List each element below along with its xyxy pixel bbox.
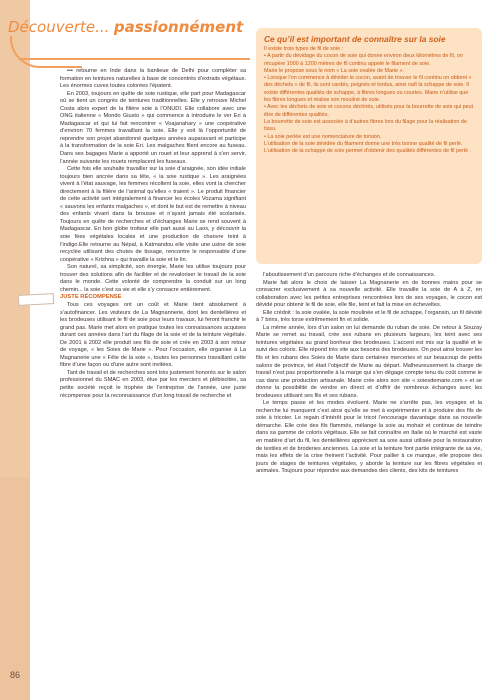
info-box-line: • Avec les déchets de soie et cocons déchirés, utilisés pour la bourrette de soie qui peut être de différentes qualités. (264, 104, 474, 118)
article-paragraph: En 2003, toujours en quête de soie rustique, elle part pour Madagascar où se tient un congrès de teintures traditionnelles. Elle y retrouve Michel Costa alors expert de la filière soie à l’ONUDI. Elle collabore avec une ONG italienne « Mondo Giusto » qui commence à introduire le ver Eri à Madagascar et qui lui fait rencontrer « Voajanahary » une coopérative d’environ 70 femmes travaillant la soie. Elle y voit là l’opportunité de reprendre son projet abandonné quelques années auparavant et participe à la transformation de la soie Eri. Les malgaches filent encore au fuseau. Dans ses bagages Marie a apporté un rouet et leur apprend à s’en servir, l’année suivante les rouets remplacent les fuseaux. (60, 90, 246, 165)
section-title: JUSTE RÉCOMPENSE (60, 294, 122, 301)
article-paragraph: l’aboutissement d’un parcours riche d’échanges et de connaissances. (263, 272, 436, 278)
header-title-part2: passionnément (113, 18, 244, 36)
info-box-line: L’utilisation de la soie dévidée du filament donne une très bonne qualité de fil perlé. (264, 140, 463, 147)
info-box-title: Ce qu’il est important de connaître sur la soie (264, 34, 446, 44)
paper-slip-decoration (18, 293, 55, 306)
article-paragraph: Tant de travail et de recherches sont très justement honorés sur le salon professionnel du SMAC en 2003, élue par les merciers et plébiscitée, sa petite société reçoit le trophée de l’entreprise de l’année, une juste récompense pour la reconnaissance d’un long travail de recherche et (60, 369, 246, 399)
article-paragraph: Marie fait alors le choix de laisser La Magnanerie en de bonnes mains pour se consacrer exclusivement à sa nouvelle activité. Elle travaille la soie de A à Z, en collaboration avec les petites entreprises rencontrées lors de ses voyages, le cocon est dévidé pour obtenir le fil de soie, elle file, teint et fait la mise en écheveltes. (256, 279, 482, 309)
article-paragraph: ••• retourne en Inde dans la banlieue de Delhi pour compléter sa formation en teintures naturelles à base de concentrés d’extraits végétaux. Les énormes cuves toutes colorées l’épatent. (60, 68, 246, 90)
header-underline (20, 58, 250, 60)
header-title-part1: Découverte... (8, 18, 110, 36)
info-box-line: La bourrette de soie est associée à d’autres fibres lors du filage pour la réalisation de tissu. (264, 118, 467, 133)
article-column-right (256, 272, 482, 476)
article-paragraph: La même année, lors d’un salon on lui demande du ruban de soie. De retour à Souzay Marie se remet au travail, crée ses rubans en plusieurs largeurs, les teint avec ses teintures végétales au grand bonheur des brodeuses. L’accent est mis sur la qualité et le suivi des coloris. Elle répond très vite aux besoins des brodeuses. On peut ainsi trouver les fils et les rubans des Soies de Marie dans certaines merceries et sur beaucoup de petits salons de province, tel était l’objectif de Marie au départ. Malheureusement la charge de travail n’est pas proportionnelle à la marge qui s’en dégage compte tenu du coût comme le cas dans une production artisanale. Marie crée alors son site « soiesdemarie.com » et se donne la possibilité de vendre en direct et d’offrir de nombreux échanges avec les brodeuses utilisant ses fils et ses rubans. (256, 324, 482, 399)
article-paragraph: Le temps passe et les modes évoluent. Marie ne s’arrête pas, les voyages et la recherche lui manquent c’est ainsi qu’elle se met à expérimenter et à produire des fils de soie à tricoter. Le regain d’intérêt pour le tricot l’encourage davantage dans sa nouvelle démarche. Elle crée des fils flammés, mélange la soie au mohair et continue de teindre dans sa gamme de coloris végétaux. Elle se fait connaître en Italie où le marché est vaste en matière d’art du fil, les dentellières apprécient sa soie aussi utilisée pour la restauration de textiles et de broderies anciennes. La soie et la teinture font partie intégrante de sa vie, mais les effets de la crise freinent l’activité. Pour pallier à ce manque, elle propose des jours de stages de teintures végétales, y aborde la teinture sur les fibres végétales et animales. Toujours pour répondre aux demandes des clients, des kits de teintures (256, 400, 482, 475)
info-box-line: • La soie perlée est une nomenclature de torsion. (264, 133, 382, 140)
article-column-left (60, 68, 246, 400)
info-box-line: Il existe trois types de fil de soie : (264, 46, 344, 52)
info-box-line: • A partir du dévidage du cocon de soie qui donne environ deux kilomètres de fil, on récupère 1000 à 1200 mètres de fil continu appelé le filament de soie. (264, 53, 463, 67)
page-number: 86 (10, 670, 21, 680)
info-box-line: L’utilisation de la schappe de soie permet d’obtenir des qualités différentes de fil perlé . (264, 148, 471, 155)
info-box-line: Marie le propose sous le nom « La soie ovalée de Marie ». (264, 67, 404, 74)
info-box (256, 28, 482, 264)
article-paragraph: Elle crédoit : la soie ovalée, la soie moulinée et le fil de schappe, l’organsin, un fil dévidé à 7 brins, très torse extrêmement fin et solide. (256, 309, 482, 324)
article-paragraph: Son naturel, sa simplicité, son énergie, Marie les utilise toujours pour trouver des solutions afin de faciliter et de revaloriser le travail de la soie dans le monde. Cette volonté de comprendre la conduit sur un long chemin... la soie c’est sa vie et elle s’y consacre entièrement. (60, 264, 246, 293)
article-paragraph: Tous ces voyages ont un coût et Marie tient absolument à s’autofinancer. Les visiteurs de La Magnannerie, dont les dentellières et les brodeuses utilisant le fil de soie pour leurs travaux, lui feront franchir le grand pas. Marie met alors en pratique toutes les connaissances acquises durant ces années dans l’art du filage de la soie et de la teinture végétale. De 2001 à 2002 elle produit ses fils de soie et crée en 2003 à son retour de voyage, « les Soies de Marie ». Pour l’occasion, elle organise à La Magnanerie une « Fête de la soie », toutes les personnes travaillant cette fibre d’une façon ou d’une autre sont invitées. (60, 301, 246, 369)
left-decorative-band-lower (0, 478, 30, 700)
article-paragraph: Cette fois elle souhaite travailler sur la soie d’araignée, son idée initiale toujours bien ancrée dans sa tête, « la soie rustique ». Les araignées vivent à l’état sauvage, les femmes récoltent la soie, elles vont la chercher directement à la filière de l’animal qu’elles « traient ». Le produit financier de cette activité sert intégralement à financer les écoles Vozama signifiant « sauvons les enfants malgaches », et dont le but est de remettre à niveau des enfants vivant dans la brousse et n’ayant jamais été scolarisés. Toujours en quête de recherches et d’échanges Marie se rend souvent à Madagascar. En bon globe trotteur elle part aussi au Laos, y découvrir la soie fées végétales locales et une production de chanvre teint à l’indigo.Elle retourne au Népal, à Katmandou elle visite une usine de soie recyclée utilisant des chutes de tissage, rencontre le responsable d’une coopérative « Krishna » qui travaille la soie et le lin. (60, 166, 246, 263)
info-box-line: • Lorsque l’on commence à dévider le cocon, avant de trouver le fil continu on obtient « des déchets » de fil, ils sont cardés, peignés et tordus, ainsi naît la schappe de soie. Il existe différentes qualités de schappe, à fibres longues ou courtes. Marie n’utilise que les fibres longues et réalise son mouliné de soie. (264, 75, 472, 104)
